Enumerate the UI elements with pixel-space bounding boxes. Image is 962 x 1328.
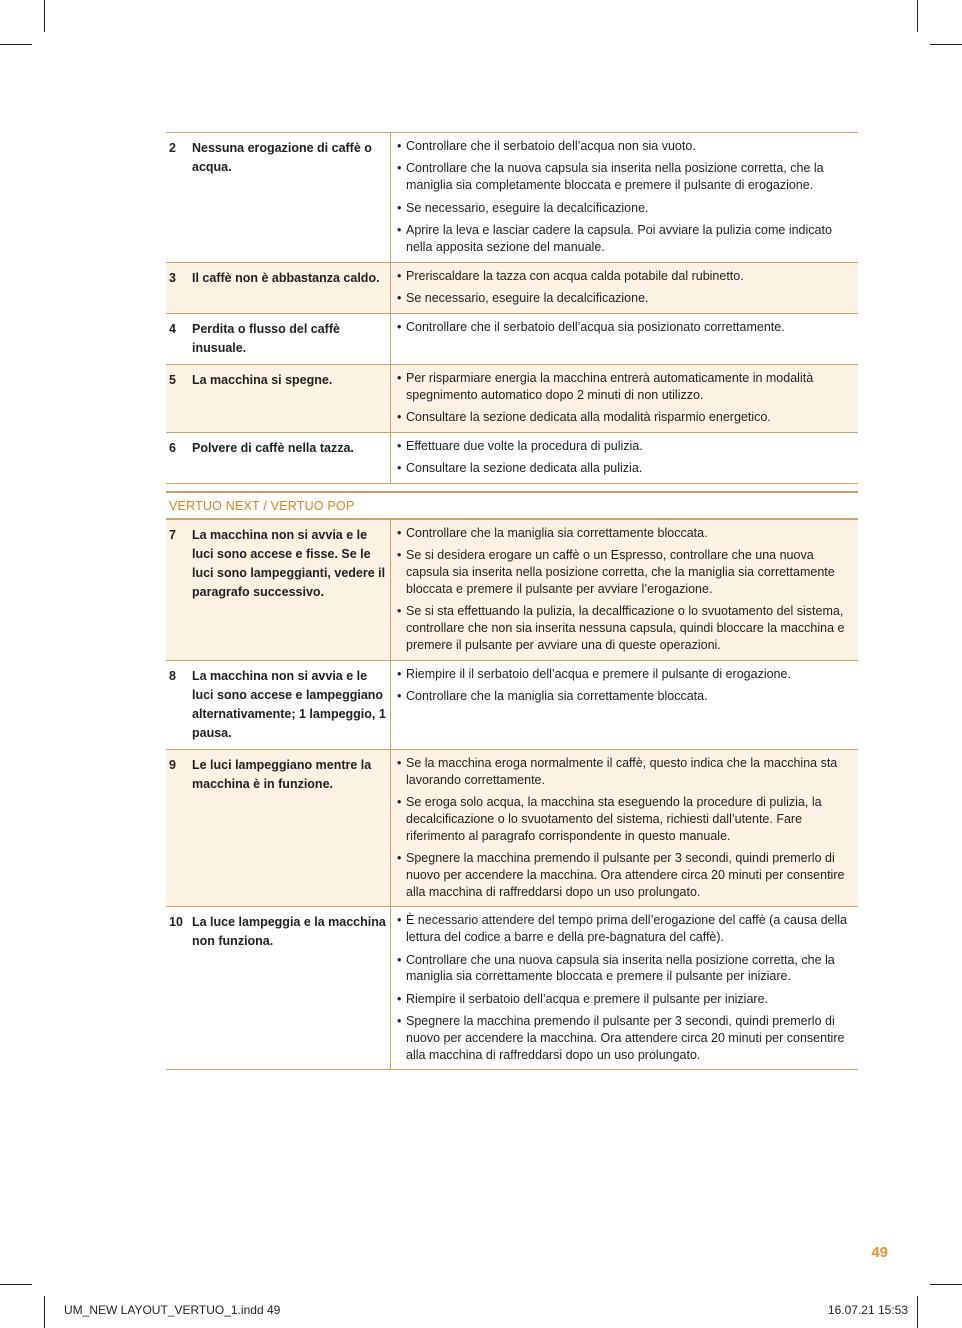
table-row (166, 520, 858, 661)
problem-text: La luce lampeggia e la macchina non funziona. (192, 915, 386, 949)
problem-text: La macchina si spegne. (192, 372, 333, 387)
solution-item: • Consultare la sezione dedicata alla modalità risparmio energetico. (397, 409, 854, 426)
solution-item: • Controllare che una nuova capsula sia inserita nella posizione corretta, che la maniglia sia correttamente bloccata e premere il pulsante per iniziare. (397, 952, 854, 986)
solution-item: • Se eroga solo acqua, la macchina sta eseguendo la procedure di pulizia, la decalcificazione o lo svuotamento del sistema, richiesti dall’utente. Fare riferimento al paragrafo corrispondente in questo manuale. (397, 794, 854, 844)
problem-text: Nessuna erogazione di caffè o acqua. (192, 141, 372, 174)
row-number: 7 (169, 528, 176, 542)
solution-item: • Controllare che la maniglia sia correttamente bloccata. (397, 525, 854, 542)
solution-item: • Controllare che il serbatoio dell’acqua sia posizionato correttamente. (397, 319, 854, 336)
solution-item: • Spegnere la macchina premendo il pulsante per 3 secondi, quindi premerlo di nuovo per accendere la macchina. Ora attendere circa 20 minuti per consentire alla macchina di raffreddarsi dopo un uso prolungato. (397, 1013, 854, 1063)
crop-mark (0, 1284, 32, 1285)
troubleshooting-table-1 (166, 132, 858, 484)
crop-mark (930, 44, 962, 45)
crop-mark (44, 1296, 45, 1328)
table-row (166, 907, 858, 1070)
solution-cell (390, 263, 858, 313)
solution-item: • Riempire il serbatoio dell’acqua e premere il pulsante per iniziare. (397, 991, 854, 1008)
solution-item: • Aprire la leva e lasciar cadere la capsula. Poi avviare la pulizia come indicato nella apposita sezione del manuale. (397, 222, 854, 256)
solution-cell (390, 750, 858, 907)
problem-text: Polvere di caffè nella tazza. (192, 440, 354, 455)
solution-item: • Se necessario, eseguire la decalcificazione. (397, 290, 854, 307)
solution-item: • Se la macchina eroga normalmente il caffè, questo indica che la macchina sta lavorando correttamente. (397, 755, 854, 789)
crop-mark (930, 1284, 962, 1285)
table-row (166, 133, 858, 263)
solution-item: • Controllare che la nuova capsula sia inserita nella posizione corretta, che la maniglia sia completamente bloccata e premere il pulsante di erogazione. (397, 160, 854, 194)
solution-item: • Se necessario, eseguire la decalcificazione. (397, 200, 854, 217)
solution-item: • Riempire il il serbatoio dell’acqua e premere il pulsante di erogazione. (397, 666, 854, 683)
solution-cell (390, 520, 858, 660)
section-title: VERTUO NEXT / VERTUO POP (169, 499, 355, 513)
solution-item: • Effettuare due volte la procedura di pulizia. (397, 438, 854, 455)
crop-mark (917, 1296, 918, 1328)
row-number: 8 (169, 668, 176, 683)
row-number: 3 (169, 270, 176, 285)
solution-item: • Se si desidera erogare un caffè o un Espresso, controllare che una nuova capsula sia inserita nella posizione corretta, che la maniglia sia correttamente bloccata e premere il pulsante per avviare l’erogazione. (397, 547, 854, 597)
row-number: 9 (169, 757, 176, 772)
crop-mark (44, 0, 45, 32)
solution-cell (390, 133, 858, 262)
table-row (166, 750, 858, 908)
section-header (166, 491, 858, 520)
row-number: 5 (169, 372, 176, 387)
problem-text: La macchina non si avvia e le luci sono accese e lampeggiano alternativamente; 1 lampeggio, 1 pausa. (192, 668, 386, 740)
solution-cell (390, 314, 858, 364)
table-row (166, 661, 858, 750)
solution-cell (390, 661, 858, 749)
problem-text: Le luci lampeggiano mentre la macchina è in funzione. (192, 757, 372, 791)
solution-cell (390, 365, 858, 432)
solution-item: • È necessario attendere del tempo prima dell’erogazione del caffè (a causa della lettura del codice a barre e della pre-bagnatura del caffè). (397, 912, 854, 946)
solution-item: • Controllare che il serbatoio dell’acqua non sia vuoto. (397, 138, 854, 155)
solution-item: • Spegnere la macchina premendo il pulsante per 3 secondi, quindi premerlo di nuovo per accendere la macchina. Ora attendere circa 20 minuti per consentire alla macchina di raffreddarsi dopo un uso prolungato. (397, 850, 854, 900)
solution-item: • Preriscaldare la tazza con acqua calda potabile dal rubinetto. (397, 268, 854, 285)
solution-item: • Per risparmiare energia la macchina entrerà automaticamente in modalità spegnimento automatico dopo 2 minuti di non utilizzo. (397, 370, 854, 404)
problem-text: Perdita o flusso del caffè inusuale. (192, 321, 340, 355)
solution-cell (390, 907, 858, 1069)
table-row (166, 433, 858, 484)
table-row (166, 365, 858, 433)
troubleshooting-table-2 (166, 520, 858, 1070)
solution-item: • Se si sta effettuando la pulizia, la decalfficazione o lo svuotamento del sistema, controllare che non sia inserita nessuna capsula, quindi bloccare la macchina e premere il pulsante per avviare una di queste operazioni. (397, 603, 854, 653)
row-number: 2 (169, 141, 176, 155)
table-row (166, 314, 858, 365)
solution-item: • Controllare che la maniglia sia correttamente bloccata. (397, 688, 854, 705)
footer-file-info: UM_NEW LAYOUT_VERTUO_1.indd 49 (64, 1303, 281, 1317)
solution-cell (390, 433, 858, 483)
row-number: 4 (169, 321, 176, 336)
crop-mark (917, 0, 918, 32)
page-number: 49 (871, 1244, 888, 1261)
table-row (166, 263, 858, 314)
solution-item: • Consultare la sezione dedicata alla pulizia. (397, 460, 854, 477)
problem-text: Il caffè non è abbastanza caldo. (192, 270, 380, 285)
problem-text: La macchina non si avvia e le luci sono accese e fisse. Se le luci sono lampeggianti, vedere il paragrafo successivo. (192, 528, 386, 599)
row-number: 10 (169, 915, 183, 930)
row-number: 6 (169, 440, 176, 455)
footer-timestamp: 16.07.21 15:53 (827, 1303, 908, 1317)
crop-mark (0, 44, 32, 45)
